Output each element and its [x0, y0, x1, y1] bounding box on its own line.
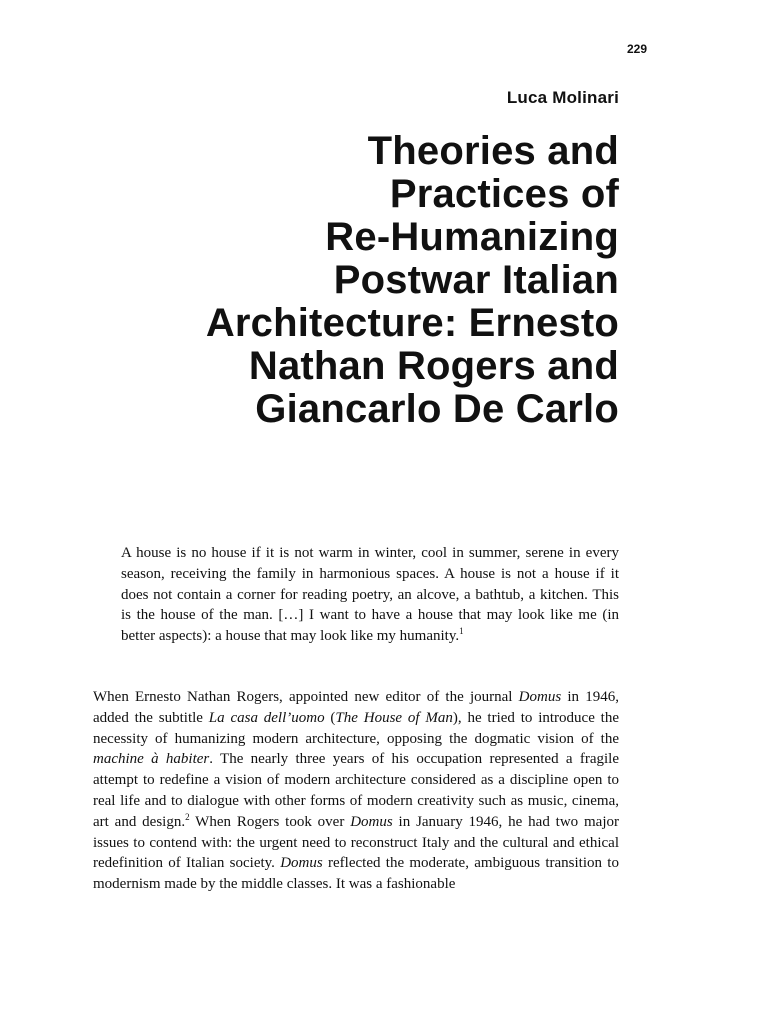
- italic-term: machine à habiter: [93, 751, 210, 768]
- page-number: 229: [626, 42, 647, 56]
- italic-title: The House of Man: [335, 709, 453, 726]
- body-text: When Ernesto Nathan Rogers, appointed new editor of the journal: [93, 689, 519, 705]
- title-line: Theories and: [367, 129, 619, 173]
- italic-title: Domus: [350, 813, 393, 830]
- body-text: When Rogers took over: [189, 813, 351, 830]
- title-line: Nathan Rogers and: [248, 344, 619, 388]
- italic-title: La casa dell’uomo: [208, 709, 325, 726]
- footnote-marker: 2: [185, 811, 190, 822]
- body-paragraph: [93, 687, 619, 895]
- article-title: [59, 130, 619, 431]
- title-line: Architecture: Ernesto: [205, 301, 619, 345]
- italic-title: Domus: [280, 855, 323, 872]
- italic-title: Domus: [518, 689, 562, 705]
- title-line: Practices of: [389, 172, 619, 216]
- title-line: Giancarlo De Carlo: [255, 387, 619, 431]
- body-text: in January 1946, he had two major issues to contend with: the urgent need to reconstruct Italy and the cultural and ethical redefinition of Italian society.: [93, 813, 619, 872]
- epigraph-quote: [121, 543, 619, 647]
- title-line: Postwar Italian: [333, 258, 619, 302]
- body-text: . The nearly three years of his occupation represented a fragile attempt to redefine a vision of modern architecture considered as a discipline open to real life and to dialogue with other forms of modern creativity such as music, cinema, art and design.: [93, 751, 619, 830]
- title-line: Re-Humanizing: [325, 215, 619, 259]
- epigraph-text: A house is no house if it is not warm in winter, cool in summer, serene in every season, receiving the family in harmonious spaces. A house is not a house if it does not contain a corner for reading poetry, an alcove, a bathtub, a kitchen. This is the house of the man. […] I want to have a house that may look like me (in better aspects): a house that may look like my humanity.: [121, 545, 619, 645]
- footnote-marker: 1: [459, 626, 464, 637]
- body-text: in 1946, added the subtitle: [93, 689, 619, 726]
- body-text: reflected the moderate, ambiguous transition to modernism made by the middle classes. It was a fashionable: [93, 855, 619, 893]
- author-name: Luca Molinari: [506, 88, 619, 107]
- body-text: (: [324, 709, 336, 726]
- body-text: ), he tried to introduce the necessity of humanizing modern architecture, opposing the dogmatic vision of the: [93, 709, 620, 747]
